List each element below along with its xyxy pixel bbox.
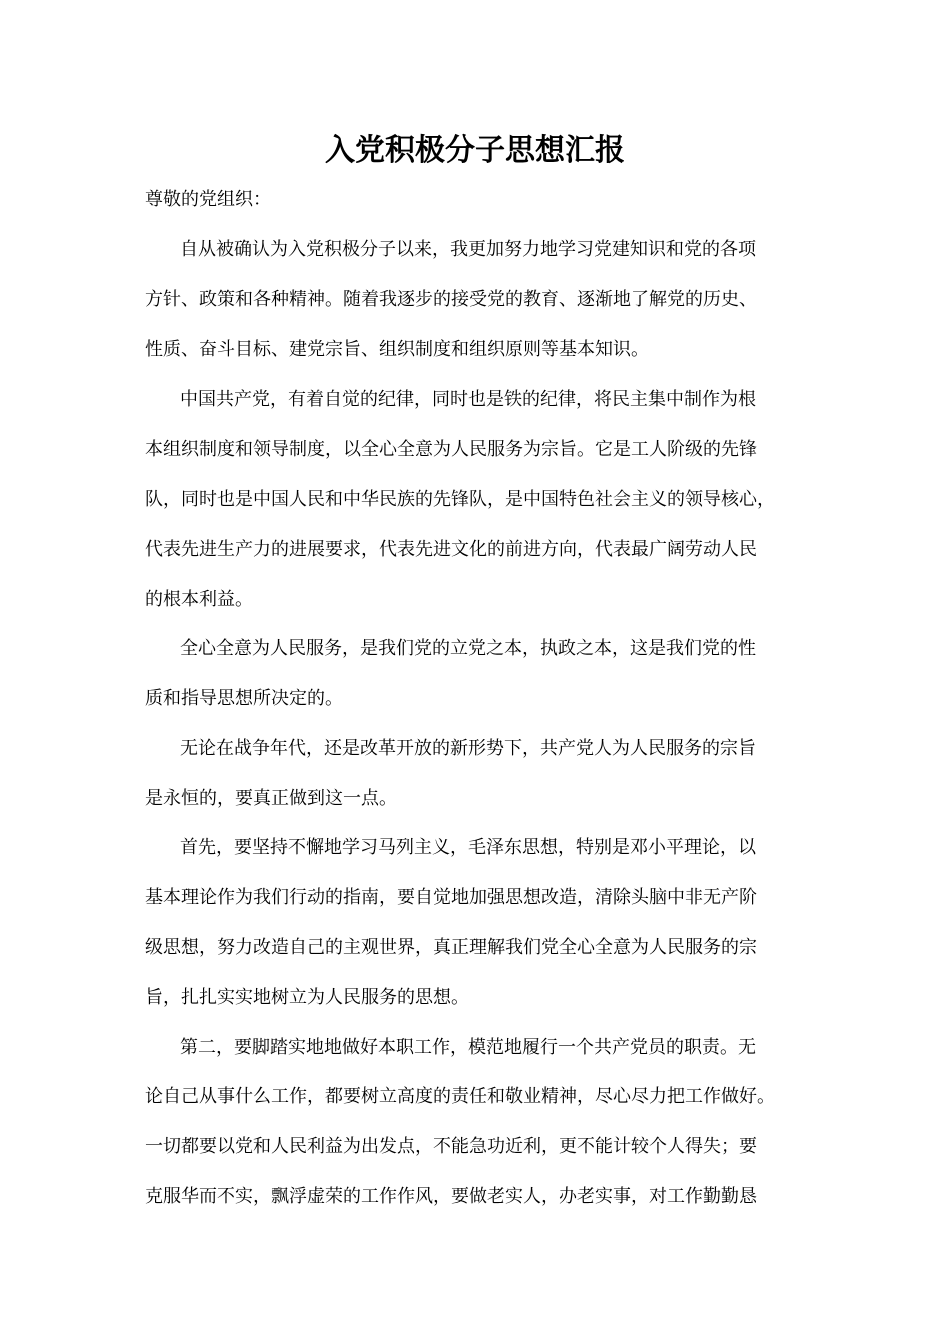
body-line: 本组织制度和领导制度，以全心全意为人民服务为宗旨。它是工人阶级的先锋 [145,439,757,460]
body-line: 是永恒的，要真正做到这一点。 [145,788,397,809]
body-line: 论自己从事什么工作，都要树立高度的责任和敬业精神，尽心尽力把工作做好。 [145,1086,775,1107]
body-line: 方针、政策和各种精神。随着我逐步的接受党的教育、逐渐地了解党的历史、 [145,289,757,310]
document-title: 入党积极分子思想汇报 [325,133,625,168]
body-line: 性质、奋斗目标、建党宗旨、组织制度和组织原则等基本知识。 [145,339,649,360]
body-line: 克服华而不实，飘浮虚荣的工作作风，要做老实人，办老实事，对工作勤勤恳 [145,1186,757,1207]
body-line: 自从被确认为入党积极分子以来，我更加努力地学习党建知识和党的各项 [162,239,756,260]
body-line: 级思想，努力改造自己的主观世界，真正理解我们党全心全意为人民服务的宗 [145,937,757,958]
body-line: 中国共产党，有着自觉的纪律，同时也是铁的纪律，将民主集中制作为根 [162,389,756,410]
body-line: 无论在战争年代，还是改革开放的新形势下，共产党人为人民服务的宗旨 [162,738,756,759]
body-line: 首先，要坚持不懈地学习马列主义，毛泽东思想，特别是邓小平理论，以 [162,837,756,858]
body-line: 的根本利益。 [145,589,253,610]
body-line: 代表先进生产力的进展要求，代表先进文化的前进方向，代表最广阔劳动人民 [145,539,757,560]
body-line: 旨，扎扎实实地树立为人民服务的思想。 [145,987,469,1008]
body-line: 质和指导思想所决定的。 [145,688,343,709]
body-line: 第二，要脚踏实地地做好本职工作，模范地履行一个共产党员的职责。无 [162,1037,756,1058]
body-line: 队，同时也是中国人民和中华民族的先锋队，是中国特色社会主义的领导核心， [145,489,775,510]
body-line: 基本理论作为我们行动的指南，要自觉地加强思想改造，清除头脑中非无产阶 [145,887,757,908]
body-line: 一切都要以党和人民利益为出发点，不能急功近利，更不能计较个人得失；要 [145,1136,757,1157]
salutation: 尊敬的党组织： [145,189,271,210]
body-line: 全心全意为人民服务，是我们党的立党之本，执政之本，这是我们党的性 [162,638,756,659]
